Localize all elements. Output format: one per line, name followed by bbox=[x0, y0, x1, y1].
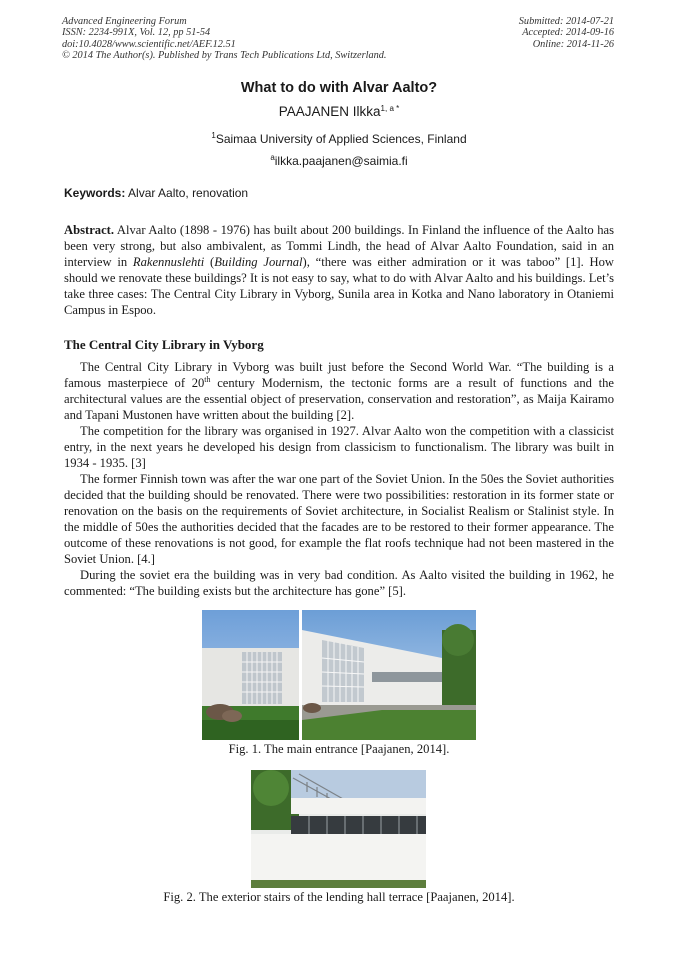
para1-text-b: century Modernism, the tectonic forms are a result of functions and the architectural values are the essential object of preservation, conservation and restoration”, as Maija Kairamo and Tapani Mustonen have written about the building [2]. bbox=[64, 376, 614, 422]
abstract-label: Abstract. bbox=[64, 223, 115, 237]
publication-dates bbox=[519, 16, 614, 50]
body-paragraph-4: During the soviet era the building was in very bad condition. As Aalto visited the building in 1962, he commented: “The building exists but the architecture has gone” [5]. bbox=[64, 568, 614, 598]
author-email[interactable] bbox=[0, 153, 678, 168]
keywords-text: Alvar Aalto, renovation bbox=[128, 186, 249, 200]
author-name: PAAJANEN Ilkka bbox=[278, 104, 381, 119]
affiliation-text: Saimaa University of Applied Sciences, Finland bbox=[215, 132, 467, 146]
journal-issn: ISSN: 2234-991X, Vol. 12, pp 51-54 bbox=[62, 27, 211, 39]
library-entrance-photo-left bbox=[202, 610, 299, 740]
abstract-text-2: ( bbox=[210, 255, 215, 269]
submitted-date: Submitted: 2014-07-21 bbox=[518, 16, 614, 27]
journal-copyright: © 2014 The Author(s). Published by Trans Tech Publications Ltd, Switzerland. bbox=[62, 50, 387, 62]
library-stairs-photo bbox=[251, 770, 426, 888]
figure-1-photo-left bbox=[202, 610, 299, 740]
library-entrance-photo-right bbox=[302, 610, 476, 740]
journal-doi[interactable]: doi:10.4028/www.scientific.net/AEF.12.51 bbox=[62, 38, 236, 50]
body-paragraph-3: The former Finnish town was after the war one part of the Soviet Union. In the 50es the Soviet authorities decided that the building should be renovated. There were two possibilities: restoration in its former state or renovation on the basis on the requirements of Soviet architecture, in Socialist Realism or Stalinist style. In the middle of 50es the authorities decided that the facades are to be restored to their former appearance. The outcome of these renovations is not good, for example the flat roofs technique had not been mastered in the Soviet Union. [4.] bbox=[64, 472, 614, 566]
para1-text-a: The Central City Library in Vyborg was built just before the Second World War. “The building is a famous masterpiece of 20 bbox=[64, 360, 614, 390]
email-text[interactable]: ilkka.paajanen@saimia.fi bbox=[274, 154, 408, 168]
figure-1-caption: Fig. 1. The main entrance [Paajanen, 2014]. bbox=[228, 742, 450, 756]
affiliation-sup: 1 bbox=[211, 131, 216, 140]
figure-2-caption: Fig. 2. The exterior stairs of the lending hall terrace [Paajanen, 2014]. bbox=[163, 890, 515, 904]
author-line bbox=[0, 104, 678, 119]
journal-info bbox=[62, 16, 386, 62]
accepted-date: Accepted: 2014-09-16 bbox=[522, 27, 614, 39]
paper-title: What to do with Alvar Aalto? bbox=[240, 80, 438, 96]
journal-name: Advanced Engineering Forum bbox=[62, 16, 187, 27]
online-date: Online: 2014-11-26 bbox=[532, 38, 614, 50]
abstract-italic-2: Building Journal bbox=[214, 255, 303, 269]
author-sup: 1, a * bbox=[380, 104, 400, 113]
abstract bbox=[64, 222, 614, 318]
abstract-italic-1: Rakennuslehti bbox=[132, 255, 205, 269]
abstract-text-3: ), “there was either admiration or it was taboo” [1]. How should we renovate these buildings? It is not easy to say, what to do with Alvar Aalto and his buildings. Let’s take three cases: The Central City Library in Vyborg, Sunila area in Kotka and Nano laboratory in Otaniemi Campus in Espoo. bbox=[64, 255, 615, 317]
body-paragraph-1 bbox=[64, 359, 614, 423]
keywords bbox=[64, 186, 248, 200]
abstract-text-1: Alvar Aalto (1898 - 1976) has built about 200 buildings. In Finland the influence of the Aalto has been very strong, but also ambivalent, as Tommi Lindh, the head of Alvar Aalto Foundation, said in an interview in bbox=[64, 223, 614, 269]
body-paragraph-2: The competition for the library was organised in 1927. Alvar Aalto won the competition with a classicist entry, in the next years he developed his design from classicism to functionalism. The library was built in 1934 - 1935. [3] bbox=[64, 424, 614, 470]
para1-sup: th bbox=[204, 375, 211, 384]
email-sup: a bbox=[270, 153, 275, 162]
section-heading: The Central City Library in Vyborg bbox=[64, 337, 264, 352]
figure-1-photo-right bbox=[302, 610, 476, 740]
figure-2-photo bbox=[251, 770, 426, 888]
keywords-label: Keywords: bbox=[64, 186, 126, 200]
affiliation bbox=[0, 131, 678, 146]
